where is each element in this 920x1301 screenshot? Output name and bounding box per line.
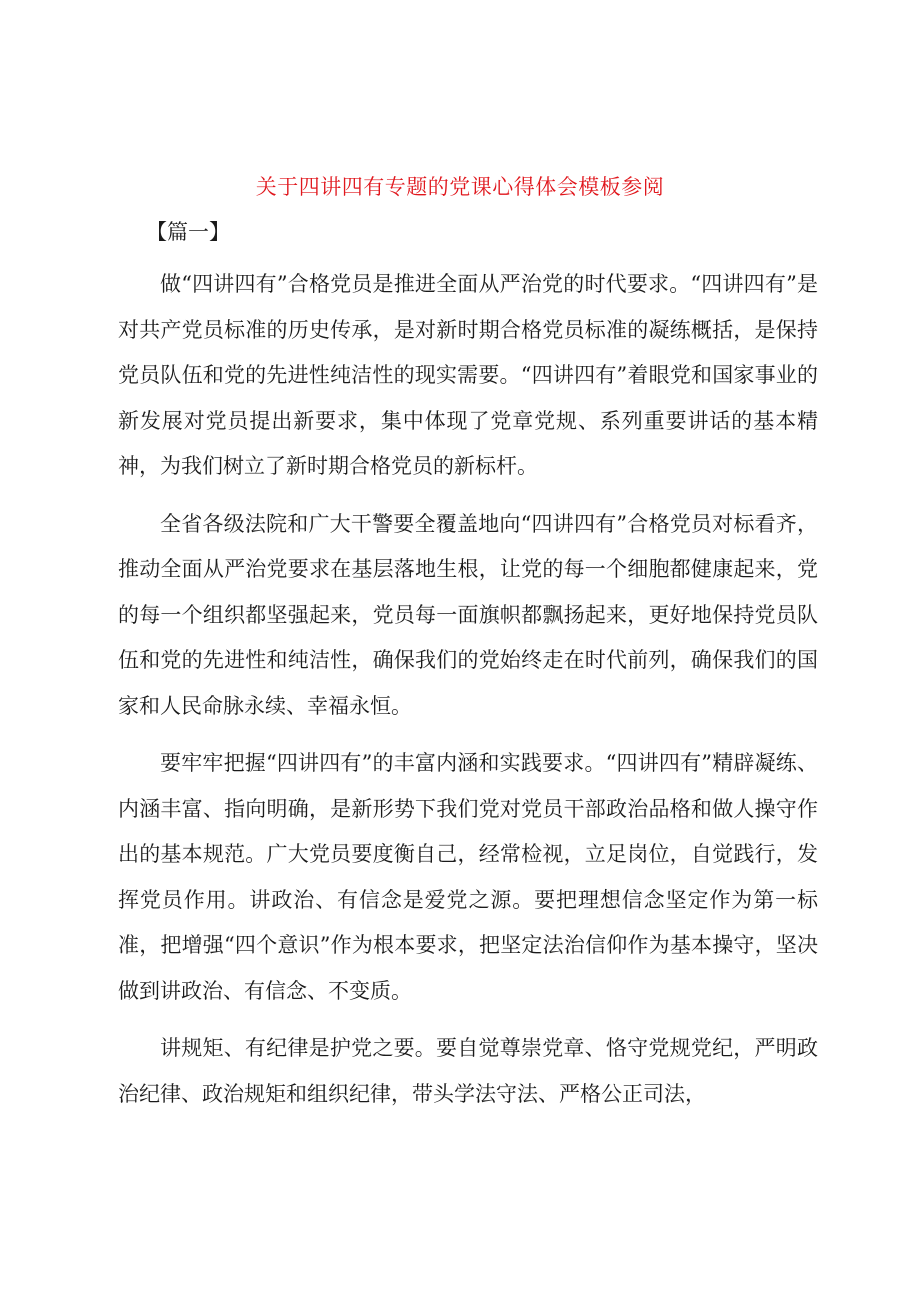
paragraph-4: 讲规矩、有纪律是护党之要。要自觉尊崇党章、恪守党规党纪，严明政治纪律、政治规矩和组织纪律，带头学法守法、严格公正司法，	[118, 1036, 818, 1106]
paragraph-3: 要牢牢把握“四讲四有”的丰富内涵和实践要求。“四讲四有”精辟凝练、内涵丰富、指向明确，是新形势下我们党对党员干部政治品格和做人操守作出的基本规范。广大党员要度衡自己，经常检视，立足岗位，自觉践行，发挥党员作用。讲政治、有信念是爱党之源。要把理想信念坚定作为第一标准，把增强“四个意识”作为根本要求，把坚定法治信仰作为基本操守，坚决做到讲政治、有信念、不变质。	[118, 751, 818, 1003]
paragraph-2: 全省各级法院和广大干警要全覆盖地向“四讲四有”合格党员对标看齐，推动全面从严治党要求在基层落地生根，让党的每一个细胞都健康起来，党的每一个组织都坚强起来，党员每一面旗帜都飘扬起来，更好地保持党员队伍和党的先进性和纯洁性，确保我们的党始终走在时代前列，确保我们的国家和人民命脉永续、幸福永恒。	[118, 511, 818, 718]
paragraph-1: 做“四讲四有”合格党员是推进全面从严治党的时代要求。“四讲四有”是对共产党员标准的历史传承，是对新时期合格党员标准的凝练概括，是保持党员队伍和党的先进性纯洁性的现实需要。“四讲四有”着眼党和国家事业的新发展对党员提出新要求，集中体现了党章党规、系列重要讲话的基本精神，为我们树立了新时期合格党员的新标杆。	[118, 272, 818, 478]
section-label: 【篇一】	[146, 220, 230, 244]
document-body	[118, 262, 818, 1129]
document-title: 关于四讲四有专题的党课心得体会模板参阅	[255, 175, 665, 199]
